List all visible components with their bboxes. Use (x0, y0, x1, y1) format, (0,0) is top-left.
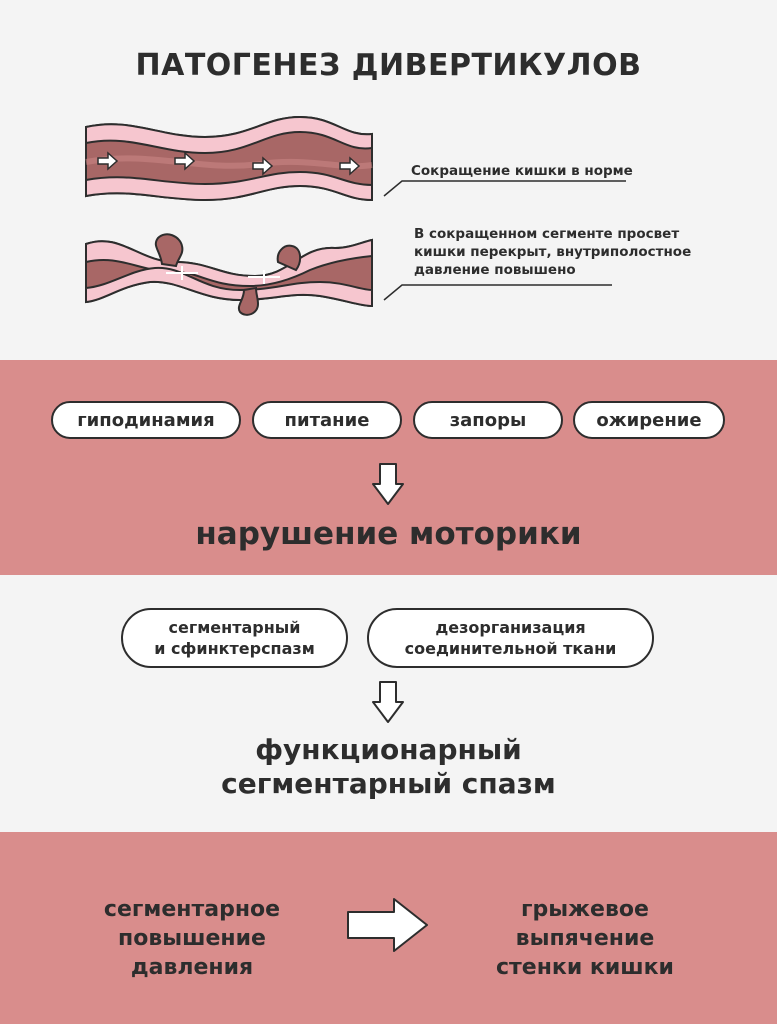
risk-factor-pill: гиподинамия (51, 401, 241, 439)
down-arrow-icon (371, 462, 405, 506)
hernia-line: стенки кишки (496, 955, 674, 980)
intestine-illustration (0, 0, 777, 360)
mechanism-line: и сфинктерспазм (154, 639, 315, 658)
spasm-heading-line: функционарный (255, 733, 522, 766)
mechanism-line: дезорганизация (435, 618, 586, 637)
pressure-line: повышение (118, 926, 266, 951)
down-arrow-icon (371, 680, 405, 724)
page-title: ПАТОГЕНЕЗ ДИВЕРТИКУЛОВ (135, 48, 642, 83)
spasm-heading (0, 733, 777, 801)
risk-factor-pill: питание (252, 401, 402, 439)
mechanism-line: соединительной ткани (404, 639, 617, 658)
mechanism-pill (121, 608, 348, 668)
spasm-caption-line: В сокращенном сегменте просвет (414, 226, 680, 242)
normal-contraction-caption: Сокращение кишки в норме (411, 163, 633, 179)
spasm-heading-line: сегментарный спазм (221, 767, 556, 800)
pressure-line: сегментарное (103, 897, 281, 922)
motility-disorder-heading: нарушение моторики (195, 516, 582, 552)
risk-factor-pill: ожирение (573, 401, 725, 439)
spasm-caption-line: кишки перекрыт, внутриполостное (414, 244, 692, 260)
pressure-line: давления (130, 955, 254, 980)
mechanism-line: сегментарный (168, 618, 301, 637)
spasm-intestine-segment (86, 234, 372, 315)
risk-factor-pill: запоры (413, 401, 563, 439)
pressure-increase-text (82, 895, 302, 982)
hernia-line: грыжевое (521, 897, 649, 922)
normal-intestine-segment (86, 117, 372, 200)
mechanism-pill (367, 608, 654, 668)
hernia-protrusion-text (470, 895, 700, 982)
spasm-caption (414, 225, 691, 279)
spasm-caption-line: давление повышено (414, 262, 576, 278)
hernia-line: выпячение (515, 926, 655, 951)
right-arrow-icon (346, 896, 430, 954)
